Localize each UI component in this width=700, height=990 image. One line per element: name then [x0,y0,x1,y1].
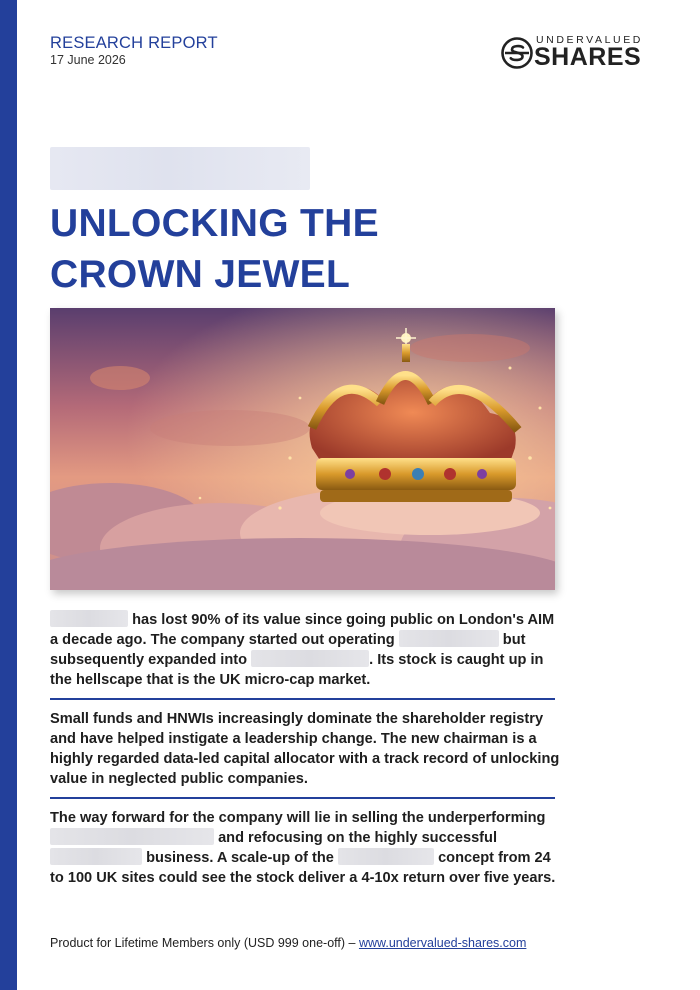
website-link[interactable]: www.undervalued-shares.com [358,936,527,950]
logo-main-text: SHARES [534,43,642,71]
redacted-underperforming-unit [50,828,214,845]
brand-logo [500,34,652,72]
report-label: RESEARCH REPORT [50,34,218,52]
dollar-s-icon [500,36,534,70]
hero-image [50,308,555,590]
redacted-successful-unit [50,848,142,865]
title-line-1: UNLOCKING THE [50,202,379,245]
report-date: 17 June 2026 [50,53,126,67]
p3-text-d: concept from 24 to 100 UK sites could see the stock deliver a 4-10x return over five years. [50,850,556,886]
section-divider [50,797,555,799]
title-line-2: CROWN JEWEL [50,253,351,296]
footer-text: Product for Lifetime Members only (USD 999 one-off) – [50,936,356,950]
redacted-expanded-business [251,650,369,667]
p1-text-a: has lost 90% of its value since going public on London's AIM a decade ago. The company started out operating [50,612,555,648]
p3-text-c: business. A scale-up of the [146,850,334,866]
section-divider [50,698,555,700]
redacted-company-name [50,610,128,627]
logo-top-text: UNDERVALUED [536,34,643,46]
left-accent-bar [0,0,17,990]
p1-text-c: . Its stock is caught up in the hellscape that is the UK micro-cap market. [50,652,544,688]
summary-paragraph-2: Small funds and HNWIs increasingly dominate the shareholder registry and have helped instigate a leadership change. The new chairman is a highly regarded data-led capital allocator with a track record of unlocking value in neglected public companies. [50,711,560,787]
redacted-kicker [50,147,310,190]
summary-paragraph-1 [50,610,560,690]
redacted-concept-name [338,848,434,865]
footer-note [50,936,526,950]
p3-text-b: and refocusing on the highly successful [218,830,498,846]
redacted-original-business [399,630,499,647]
report-title [50,198,550,300]
summary-paragraph-3 [50,808,560,888]
p3-text-a: The way forward for the company will lie in selling the underperforming [50,810,546,826]
p1-text-b: but subsequently expanded into [50,632,526,668]
